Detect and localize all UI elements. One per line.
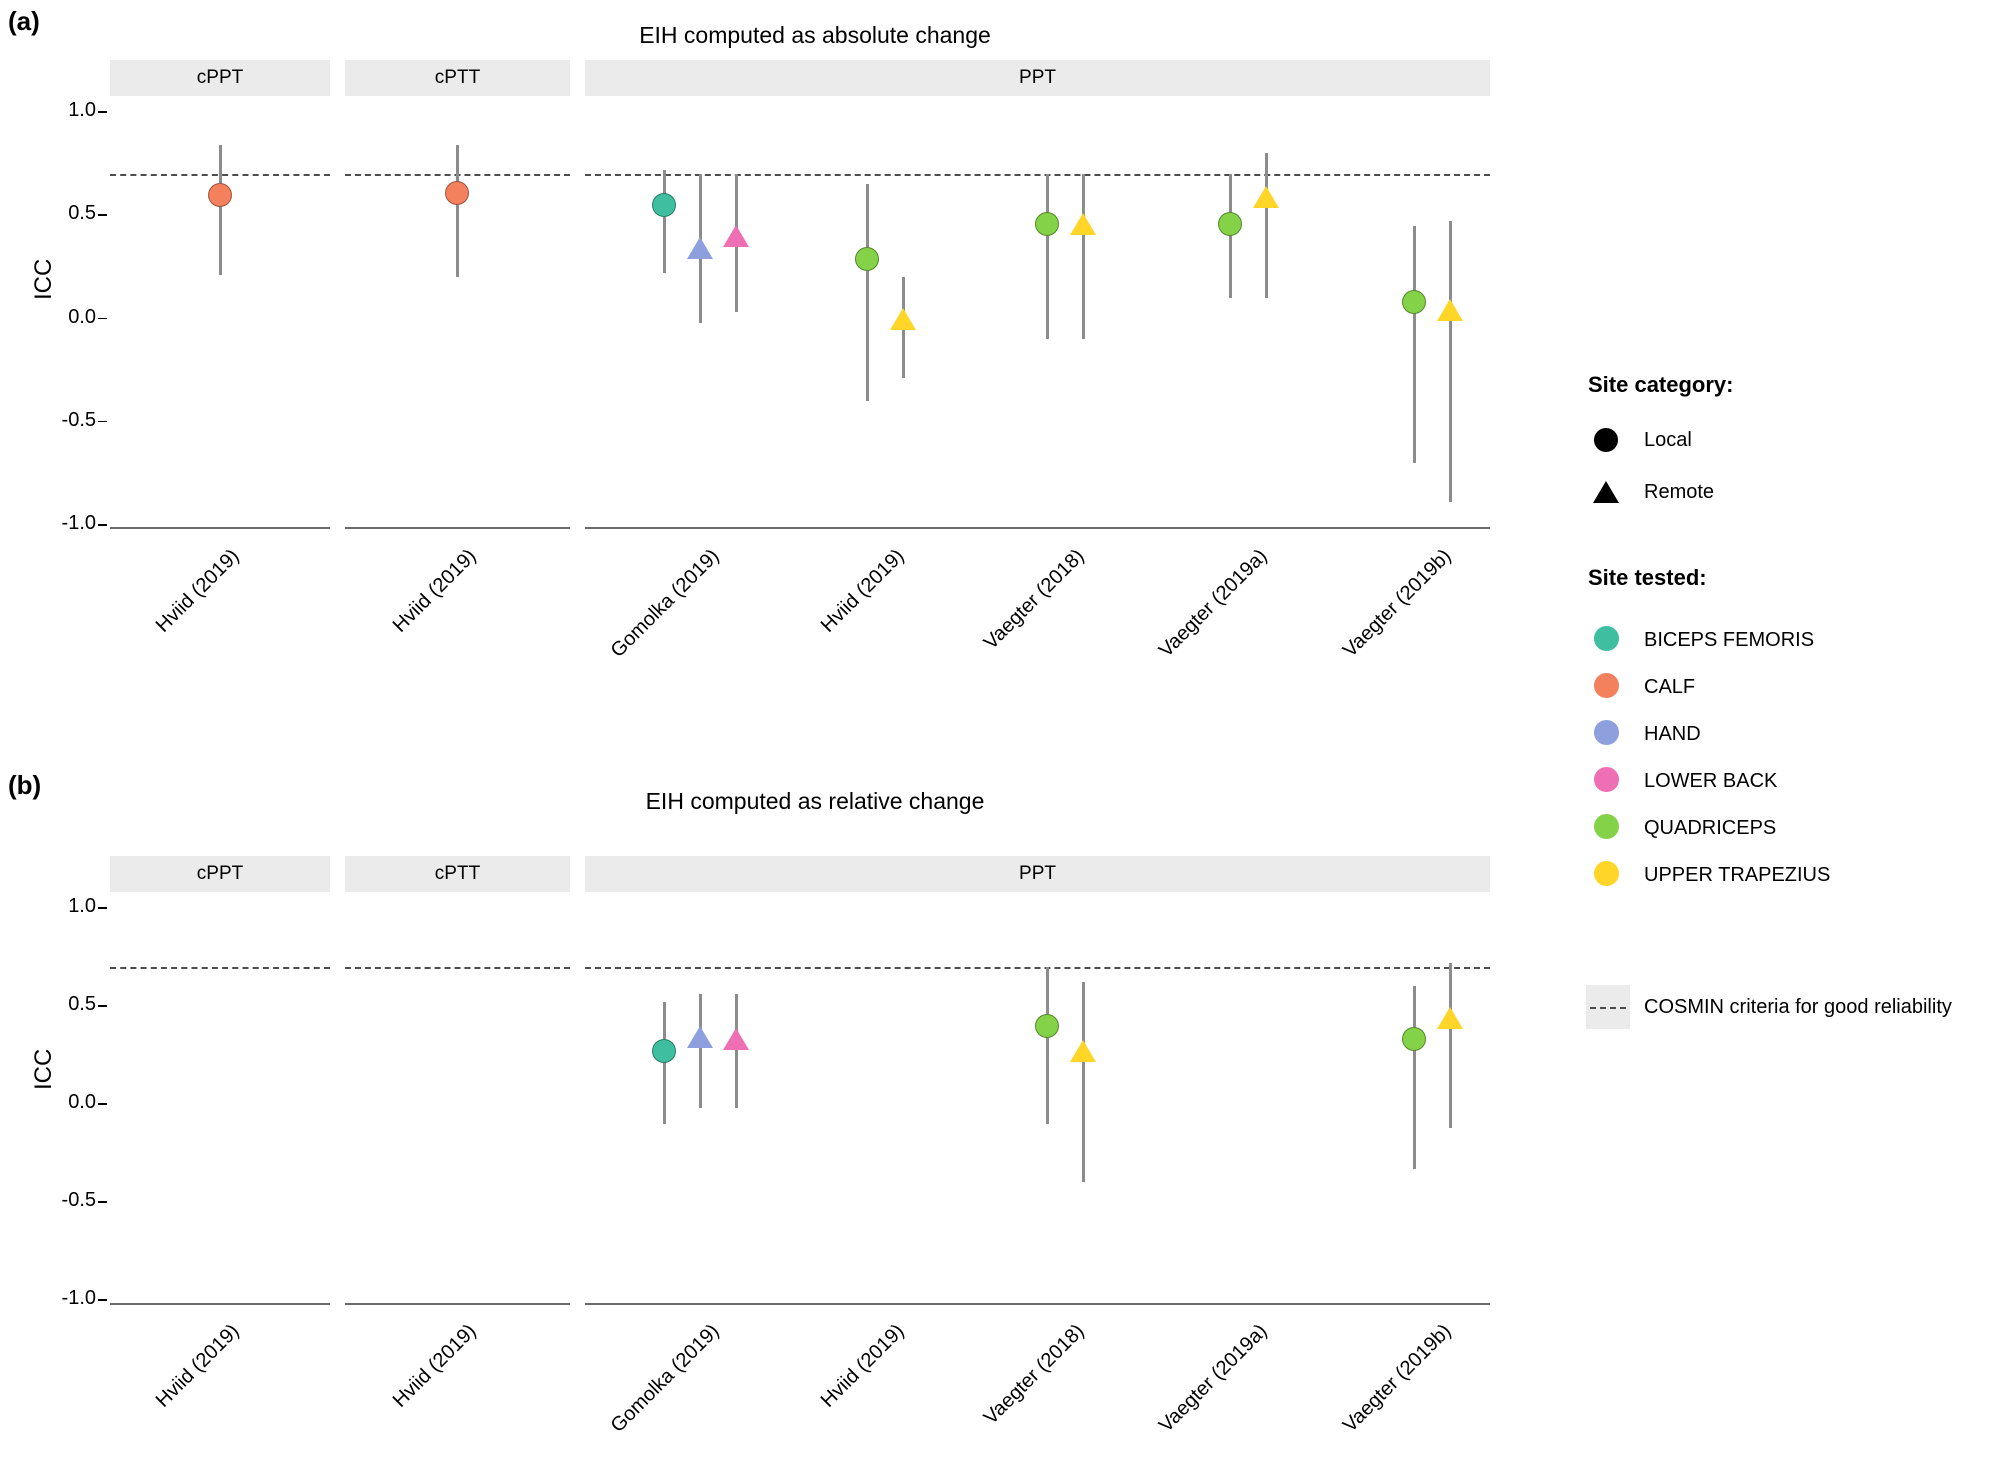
facet-strip-cptt: cPTT bbox=[345, 60, 570, 96]
legend-title-site-category: Site category: bbox=[1588, 372, 1734, 397]
x-tick-label: Vaegter (2019a) bbox=[1154, 545, 1272, 662]
y-tick-mark bbox=[98, 1103, 107, 1105]
y-tick-label: 1.0 bbox=[68, 99, 96, 121]
error-bar bbox=[663, 170, 666, 273]
plot-title: EIH computed as relative change bbox=[645, 788, 985, 814]
y-tick-label: -1.0 bbox=[61, 512, 96, 534]
legend-label-site-biceps-femoris: BICEPS FEMORIS bbox=[1644, 629, 1815, 651]
y-tick-label: -0.5 bbox=[61, 1189, 96, 1211]
data-point-triangle bbox=[890, 308, 916, 330]
y-tick-label: -1.0 bbox=[61, 1287, 96, 1309]
legend-reference-dash bbox=[1590, 1007, 1626, 1009]
data-point-triangle bbox=[687, 237, 713, 259]
error-bar bbox=[1046, 967, 1049, 1124]
y-tick-mark bbox=[98, 318, 107, 320]
legend-shape-circle bbox=[1594, 428, 1618, 452]
data-point-triangle bbox=[1070, 213, 1096, 235]
x-tick-label: Vaegter (2019a) bbox=[1154, 1320, 1272, 1437]
x-tick-label: Vaegter (2019b) bbox=[1338, 1320, 1456, 1437]
y-tick-mark bbox=[98, 111, 107, 113]
facet-strip-cppt: cPPT bbox=[110, 60, 330, 96]
legend-swatch-quadriceps bbox=[1594, 814, 1619, 839]
data-point-triangle bbox=[1437, 299, 1463, 321]
x-axis-line bbox=[345, 527, 570, 529]
legend-label-site-calf: CALF bbox=[1644, 676, 1696, 698]
data-point-triangle bbox=[687, 1026, 713, 1048]
reference-line bbox=[345, 967, 570, 969]
data-point-circle bbox=[1218, 212, 1242, 236]
data-point-circle bbox=[855, 247, 879, 271]
error-bar bbox=[1082, 174, 1085, 339]
legend-swatch-biceps-femoris bbox=[1594, 626, 1619, 651]
data-point-triangle bbox=[1070, 1040, 1096, 1062]
error-bar bbox=[1229, 174, 1232, 298]
data-point-circle bbox=[652, 193, 676, 217]
x-tick-label: Hviid (2019) bbox=[388, 1320, 481, 1412]
legend-label-site-category-remote: Remote bbox=[1644, 481, 1715, 503]
y-tick-mark bbox=[98, 1299, 107, 1301]
error-bar bbox=[1449, 221, 1452, 502]
error-bar bbox=[1082, 982, 1085, 1182]
x-tick-label: Hviid (2019) bbox=[151, 1320, 244, 1412]
y-tick-mark bbox=[98, 214, 107, 216]
legend-label-site-quadriceps: QUADRICEPS bbox=[1644, 817, 1777, 839]
data-point-triangle bbox=[723, 1028, 749, 1050]
x-tick-label: Hviid (2019) bbox=[388, 545, 481, 637]
data-point-circle bbox=[1035, 212, 1059, 236]
error-bar bbox=[219, 145, 222, 275]
y-tick-mark bbox=[98, 421, 107, 423]
error-bar bbox=[866, 184, 869, 401]
facet-strip-cptt: cPTT bbox=[345, 856, 570, 892]
legend-label-site-category-local: Local bbox=[1644, 429, 1692, 451]
data-point-circle bbox=[1035, 1014, 1059, 1038]
data-point-circle bbox=[1402, 1027, 1426, 1051]
y-tick-label: 0.5 bbox=[68, 202, 96, 225]
y-tick-label: -0.5 bbox=[61, 408, 96, 431]
y-tick-mark bbox=[98, 1201, 107, 1203]
facet-strip-cppt: cPPT bbox=[110, 856, 330, 892]
y-axis-label: ICC bbox=[30, 1048, 57, 1090]
data-point-triangle bbox=[723, 225, 749, 247]
error-bar bbox=[1413, 226, 1416, 463]
x-axis-line bbox=[110, 527, 330, 529]
data-point-circle bbox=[652, 1039, 676, 1063]
legend-title-site-tested: Site tested: bbox=[1588, 565, 1707, 590]
plot-title: EIH computed as absolute change bbox=[639, 22, 991, 48]
reference-line bbox=[110, 967, 330, 969]
error-bar bbox=[1046, 174, 1049, 339]
error-bar bbox=[1265, 153, 1268, 298]
error-bar bbox=[699, 994, 702, 1108]
legend-label-site-upper-trapezius: UPPER TRAPEZIUS bbox=[1644, 864, 1831, 886]
error-bar bbox=[456, 145, 459, 277]
legend-swatch-calf bbox=[1594, 673, 1619, 698]
reference-line bbox=[585, 967, 1490, 969]
reference-line bbox=[585, 174, 1490, 176]
y-axis-label: ICC bbox=[30, 258, 57, 300]
legend-label-site-hand: HAND bbox=[1644, 723, 1701, 745]
panel-a-letter: (a) bbox=[8, 6, 40, 36]
y-tick-label: 0.0 bbox=[68, 305, 96, 328]
x-tick-label: Hviid (2019) bbox=[816, 545, 909, 637]
x-axis-line bbox=[585, 527, 1490, 529]
legend-swatch-upper-trapezius bbox=[1594, 861, 1619, 886]
error-bar bbox=[1449, 963, 1452, 1128]
facet-strip-ppt: PPT bbox=[585, 60, 1490, 96]
legend-shape-triangle bbox=[1593, 481, 1619, 503]
error-bar bbox=[735, 994, 738, 1108]
data-point-circle bbox=[1402, 290, 1426, 314]
y-tick-label: 1.0 bbox=[68, 895, 96, 917]
legend-swatch-hand bbox=[1594, 720, 1619, 745]
data-point-triangle bbox=[1437, 1007, 1463, 1029]
panel-b-letter: (b) bbox=[8, 770, 42, 800]
legend-label-reference-line: COSMIN criteria for good reliability bbox=[1644, 996, 1952, 1018]
x-tick-label: Vaegter (2018) bbox=[979, 1320, 1089, 1429]
data-point-circle bbox=[445, 181, 469, 205]
x-tick-label: Vaegter (2018) bbox=[979, 545, 1089, 654]
data-point-triangle bbox=[1253, 186, 1279, 208]
y-tick-label: 0.5 bbox=[68, 993, 96, 1015]
facet-strip-ppt: PPT bbox=[585, 856, 1490, 892]
x-tick-label: Gomolka (2019) bbox=[606, 545, 724, 662]
x-axis-line bbox=[585, 1303, 1490, 1305]
x-tick-label: Hviid (2019) bbox=[816, 1320, 909, 1412]
y-tick-label: 0.0 bbox=[68, 1091, 96, 1113]
y-tick-mark bbox=[98, 1005, 107, 1007]
x-tick-label: Hviid (2019) bbox=[151, 545, 244, 637]
x-axis-line bbox=[345, 1303, 570, 1305]
data-point-circle bbox=[208, 183, 232, 207]
legend-swatch-lower-back bbox=[1594, 767, 1619, 792]
x-axis-line bbox=[110, 1303, 330, 1305]
error-bar bbox=[1413, 986, 1416, 1168]
x-tick-label: Vaegter (2019b) bbox=[1338, 545, 1456, 662]
y-tick-mark bbox=[98, 524, 107, 526]
y-tick-mark bbox=[98, 907, 107, 909]
legend-label-site-lower-back: LOWER BACK bbox=[1644, 770, 1778, 792]
x-tick-label: Gomolka (2019) bbox=[606, 1320, 724, 1437]
